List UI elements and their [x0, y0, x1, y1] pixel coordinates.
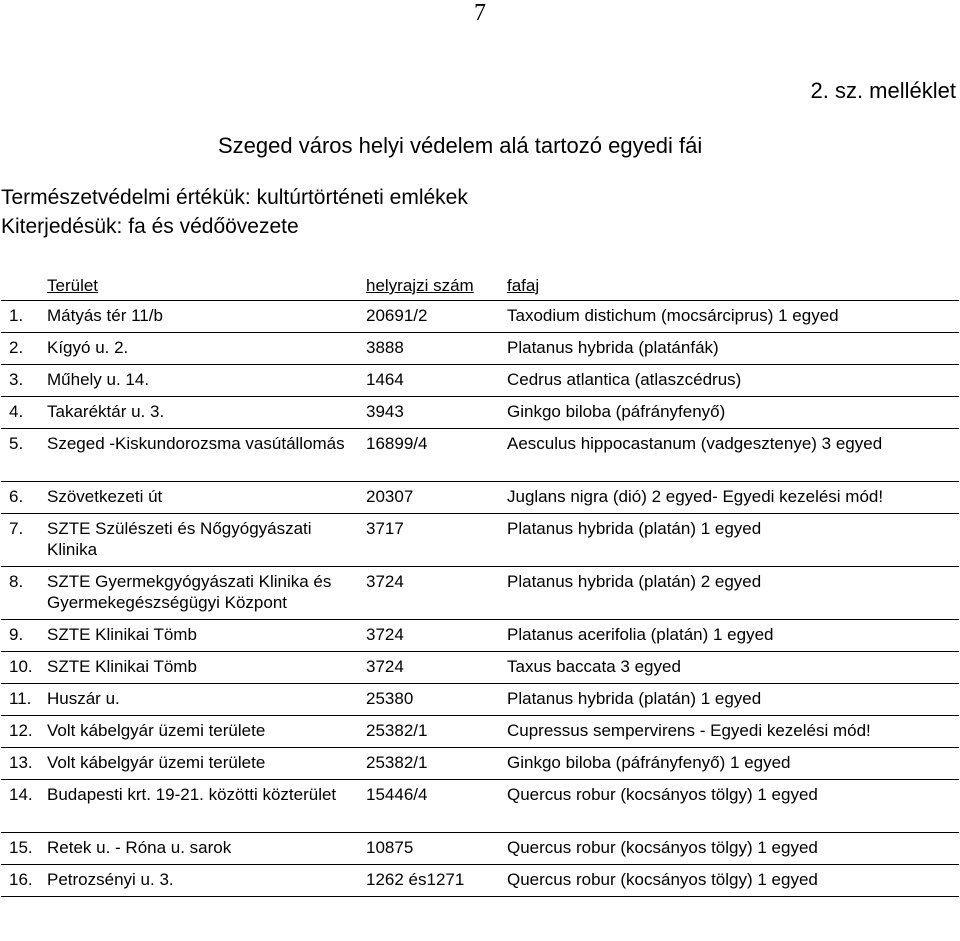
row-species: Quercus robur (kocsányos tölgy) 1 egyed: [507, 838, 818, 857]
table-row: [1, 333, 959, 365]
row-number: 6.: [9, 487, 24, 506]
row-number: 16.: [9, 870, 33, 889]
table-row: [1, 652, 959, 684]
row-number: 14.: [9, 785, 33, 804]
row-location: Takaréktár u. 3.: [47, 402, 165, 421]
table-row: [1, 865, 959, 897]
table-row: [1, 429, 959, 482]
row-species: Juglans nigra (dió) 2 egyed- Egyedi kezelési mód!: [507, 487, 884, 506]
row-location: Huszár u.: [47, 689, 120, 708]
row-number: 10.: [9, 657, 33, 676]
row-location: SZTE Gyermekgyógyászati Klinika és Gyermekegészségügyi Központ: [47, 572, 332, 612]
row-location: Szeged -Kiskundorozsma vasútállomás: [47, 434, 345, 453]
header-species: fafaj: [507, 276, 540, 295]
row-location: Szövetkezeti út: [47, 487, 163, 506]
row-location: Volt kábelgyár üzemi területe: [47, 721, 266, 740]
row-number: 9.: [9, 625, 24, 644]
row-parcel: 20307: [366, 487, 414, 506]
table-row: [1, 482, 959, 514]
row-parcel: 3724: [366, 572, 404, 591]
row-species: Platanus hybrida (platán) 1 egyed: [507, 689, 762, 708]
row-parcel: 3717: [366, 519, 404, 538]
row-parcel: 1262 és1271: [366, 870, 465, 889]
row-species: Ginkgo biloba (páfrányfenyő): [507, 402, 726, 421]
table-row: [1, 620, 959, 652]
row-location: Retek u. - Róna u. sarok: [47, 838, 232, 857]
row-species: Aesculus hippocastanum (vadgesztenye) 3 egyed: [507, 434, 883, 453]
row-parcel: 15446/4: [366, 785, 428, 804]
row-parcel: 25380: [366, 689, 414, 708]
row-species: Platanus hybrida (platánfák): [507, 338, 719, 357]
row-number: 8.: [9, 572, 24, 591]
row-number: 5.: [9, 434, 24, 453]
table-row: [1, 514, 959, 567]
row-species: Platanus acerifolia (platán) 1 egyed: [507, 625, 774, 644]
annex-label: 2. sz. melléklet: [810, 78, 956, 103]
row-parcel: 1464: [366, 370, 404, 389]
table-row: [1, 567, 959, 620]
row-parcel: 3888: [366, 338, 404, 357]
row-species: Cupressus sempervirens - Egyedi kezelési mód!: [507, 721, 871, 740]
table-row: [1, 365, 959, 397]
row-species: Taxus baccata 3 egyed: [507, 657, 681, 676]
row-parcel: 3724: [366, 657, 404, 676]
row-species: Cedrus atlantica (atlaszcédrus): [507, 370, 742, 389]
header-parcel: helyrajzi szám: [366, 276, 474, 295]
table-row: [1, 301, 959, 333]
document-title: Szeged város helyi védelem alá tartozó egyedi fái: [218, 133, 703, 158]
row-location: SZTE Klinikai Tömb: [47, 625, 197, 644]
row-species: Quercus robur (kocsányos tölgy) 1 egyed: [507, 785, 818, 804]
row-species: Platanus hybrida (platán) 1 egyed: [507, 519, 762, 538]
row-parcel: 25382/1: [366, 721, 428, 740]
row-location: Petrozsényi u. 3.: [47, 870, 174, 889]
row-number: 15.: [9, 838, 33, 857]
table-row: [1, 716, 959, 748]
row-location: SZTE Klinikai Tömb: [47, 657, 197, 676]
row-number: 4.: [9, 402, 24, 421]
page-number: 7: [474, 0, 486, 26]
table-row: [1, 833, 959, 865]
row-location: Budapesti krt. 19-21. közötti közterület: [47, 785, 337, 804]
subtitle-extent: Kiterjedésük: fa és védőövezete: [1, 215, 299, 238]
row-number: 13.: [9, 753, 33, 772]
row-parcel: 20691/2: [366, 306, 428, 325]
row-location: Műhely u. 14.: [47, 370, 150, 389]
row-location: Volt kábelgyár üzemi területe: [47, 753, 266, 772]
table-row: [1, 748, 959, 780]
protected-trees-table: [1, 272, 959, 897]
header-number: [1, 272, 47, 301]
table-row: [1, 684, 959, 716]
table-row: [1, 397, 959, 429]
row-number: 2.: [9, 338, 24, 357]
row-number: 7.: [9, 519, 24, 538]
row-parcel: 3724: [366, 625, 404, 644]
table-header-row: [1, 272, 959, 301]
row-parcel: 16899/4: [366, 434, 428, 453]
row-location: SZTE Szülészeti és Nőgyógyászati Klinika: [47, 519, 312, 559]
row-species: Platanus hybrida (platán) 2 egyed: [507, 572, 762, 591]
row-parcel: 25382/1: [366, 753, 428, 772]
subtitle-value: Természetvédelmi értékük: kultúrtörténeti emlékek: [1, 186, 468, 209]
row-species: Quercus robur (kocsányos tölgy) 1 egyed: [507, 870, 818, 889]
row-species: Ginkgo biloba (páfrányfenyő) 1 egyed: [507, 753, 791, 772]
row-number: 12.: [9, 721, 33, 740]
header-location: Terület: [47, 276, 99, 295]
row-parcel: 3943: [366, 402, 404, 421]
row-number: 11.: [9, 689, 32, 708]
row-location: Mátyás tér 11/b: [47, 306, 163, 325]
row-species: Taxodium distichum (mocsárciprus) 1 egyed: [507, 306, 839, 325]
row-location: Kígyó u. 2.: [47, 338, 129, 357]
row-number: 3.: [9, 370, 24, 389]
table-row: [1, 780, 959, 833]
row-number: 1.: [9, 306, 24, 325]
row-parcel: 10875: [366, 838, 414, 857]
